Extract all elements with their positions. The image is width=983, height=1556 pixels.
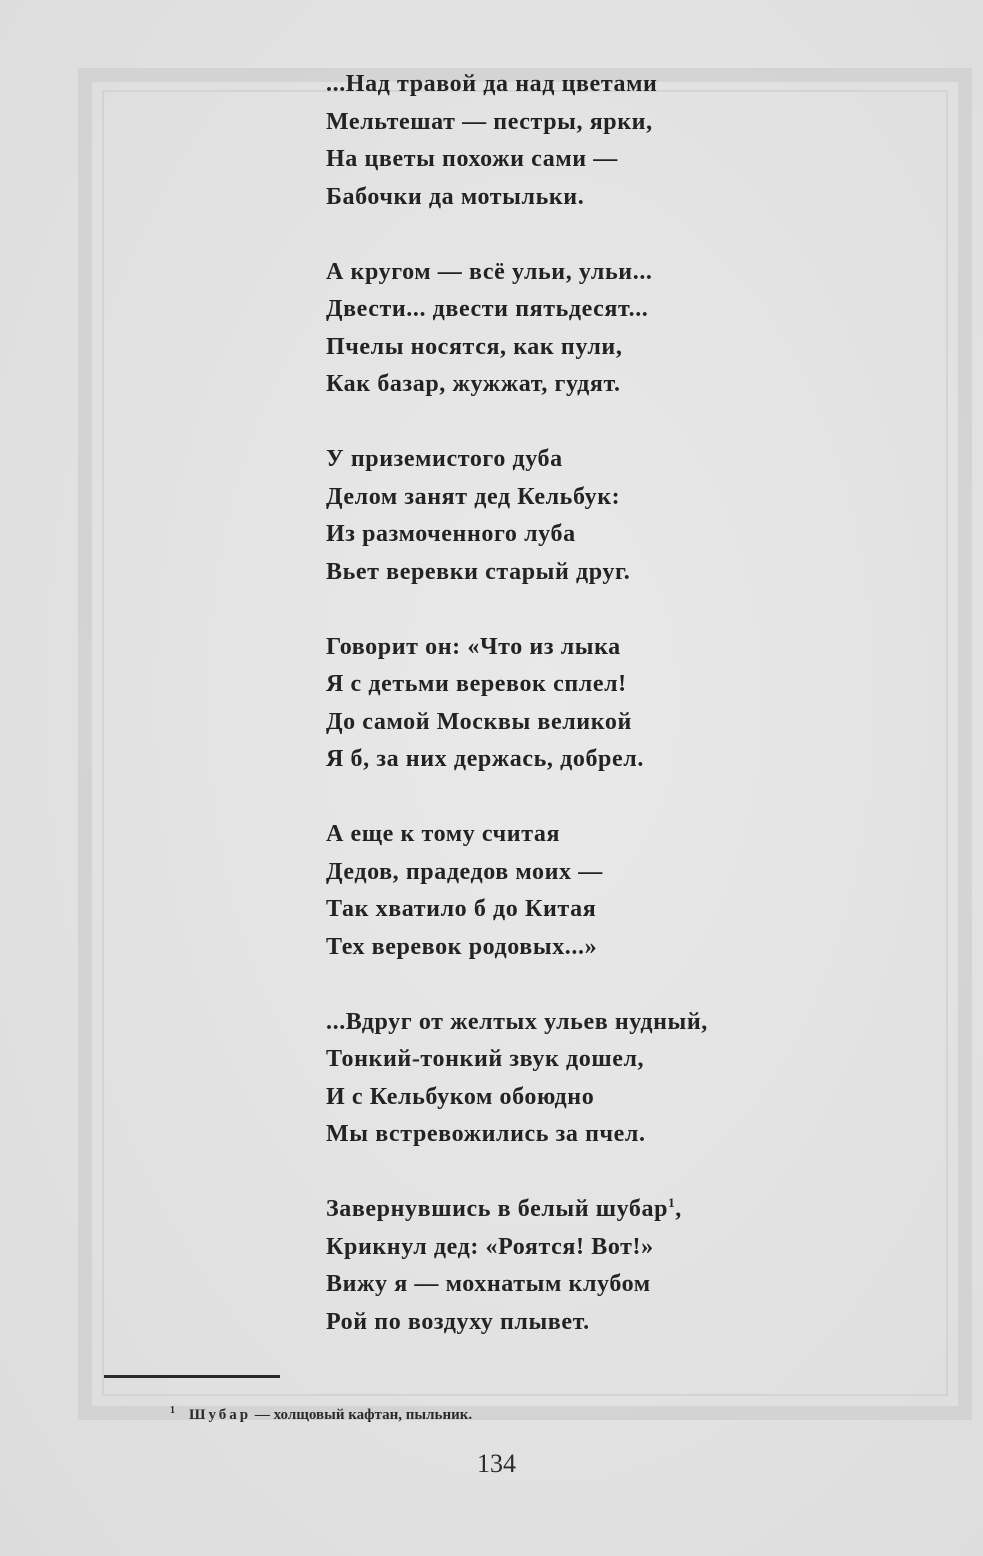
poem-line: Рой по воздуху плывет. [326,1308,590,1335]
footnote-reference-punctuation: , [675,1196,682,1222]
poem-line: На цветы похожи сами — [326,146,618,172]
poem-line: Я с детьми веревок сплел! [326,671,627,697]
stanza [326,1191,926,1341]
footnote-term: Шубар [189,1407,252,1423]
stanza [326,1004,926,1154]
stanza [326,816,926,966]
poem-line: Пчелы носятся, как пули, [326,333,623,360]
stanza [326,441,926,591]
poem-line: Дедов, прадедов моих — [326,858,603,885]
page-number: 134 [477,1449,516,1478]
poem-line: Тонкий-тонкий звук дошел, [326,1046,645,1072]
poem-line: Так хватило б до Китая [326,896,597,922]
footnote-rule [104,1375,280,1378]
poem-line: А кругом — всё ульи, ульи... [326,258,653,285]
poem-line: Делом занят дед Кельбук: [326,483,621,510]
stanza [326,66,926,216]
poem-line: Вьет веревки старый друг. [326,558,631,585]
poem-line: Говорит он: «Что из лыка [326,633,621,660]
poem-line [326,1191,926,1229]
poem-line: ...Вдруг от желтых ульев нудный, [326,1008,708,1035]
poem-line: У приземистого дуба [326,446,563,472]
poem-line: Бабочки да мотыльки. [326,183,585,210]
poem-line: ...Над травой да над цветами [326,71,658,97]
poem-line: И с Кельбуком обоюдно [326,1083,595,1110]
poem-line: Я б, за них держась, добрел. [326,746,644,772]
poem-line: Вижу я — мохнатым клубом [326,1271,651,1297]
poem [326,66,926,1379]
poem-line: До самой Москвы великой [326,708,632,735]
poem-line: Двести... двести пятьдесят... [326,296,649,322]
poem-line: Крикнул дед: «Роятся! Вот!» [326,1233,654,1260]
stanza [326,629,926,779]
poem-line: Из размоченного луба [326,521,576,547]
poem-line: А еще к тому считая [326,821,561,847]
footnote [170,1404,472,1426]
footnote-reference: 1 [668,1195,676,1210]
poem-line-text: Завернувшись в белый шубар [326,1196,669,1222]
poem-line: Мельтешат — пестры, ярки, [326,108,653,135]
footnote-definition: — холщовый кафтан, пыльник. [251,1407,473,1423]
poem-line: Тех веревок родовых...» [326,933,598,960]
stanza [326,254,926,404]
footnote-mark: 1 [170,1405,175,1416]
poem-line: Как базар, жужжат, гудят. [326,371,621,397]
poem-line: Мы встревожились за пчел. [326,1121,646,1147]
